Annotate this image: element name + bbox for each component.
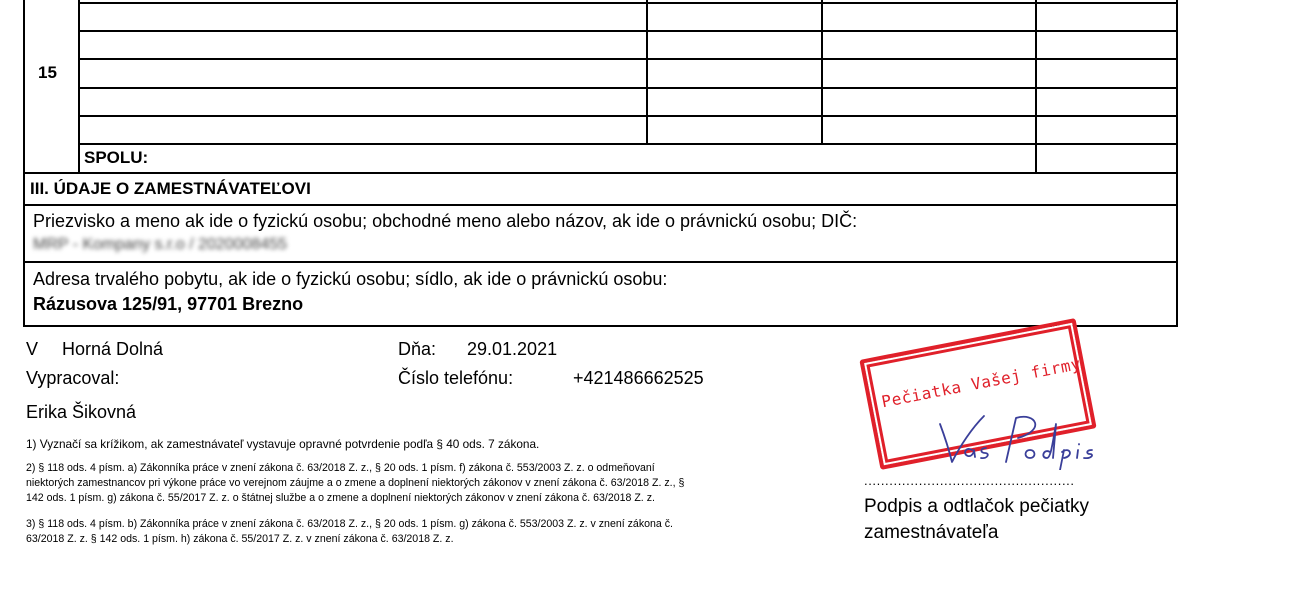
employer-address-label: Adresa trvalého pobytu, ak ide o fyzickú osobu; sídlo, ak ide o právnickú osobu: (33, 269, 668, 289)
section-divider (23, 261, 1178, 263)
place-prefix: V (26, 339, 39, 359)
employer-address-value: Rázusova 125/91, 97701 Brezno (33, 294, 304, 314)
signature-icon (926, 410, 1096, 470)
section-bottom-line (23, 325, 1178, 327)
footnote-2-line-1: 2) § 118 ods. 4 písm. a) Zákonníka práce v znení zákona č. 63/2018 Z. z., § 20 ods. 1 písm. f) zákona č. 553/2003 Z. z. o odmeňovaní (26, 462, 655, 474)
table-bottom-line (23, 172, 1178, 174)
table-row-line (78, 143, 1178, 145)
prepared-by-label: Vypracoval: (26, 368, 120, 388)
signature-dotted-line: .................................................. (864, 473, 1075, 488)
date-value: 29.01.2021 (467, 339, 558, 359)
signature-caption-line-2: zamestnávateľa (864, 522, 999, 543)
table-row-line (78, 30, 1178, 32)
footnote-3-line-2: 63/2018 Z. z. § 142 ods. 1 písm. h) zákona č. 55/2017 Z. z. v znení zákona č. 63/2018 Z. z. (26, 533, 454, 545)
footnote-2-line-2: niektorých zamestnancov pri výkone práce vo verejnom záujme a o zmene a doplnení niektorých zákonov v znení zákona č. 63/2018 Z. z., § (26, 477, 685, 489)
phone-value: +421486662525 (573, 368, 704, 388)
total-label: SPOLU: (84, 148, 149, 167)
table-row-line (78, 2, 1178, 4)
section-title-line (23, 204, 1178, 206)
preparer-name: Erika Šikovná (26, 402, 137, 422)
stamp-text: Pečiatka Vašej firmy (879, 354, 1083, 412)
table-divider (821, 0, 823, 145)
place-value: Horná Dolná (62, 339, 164, 359)
footnote-2-line-3: 142 ods. 1 písm. g) zákona č. 55/2017 Z. z. o štátnej službe a o zmene a doplnení niektorých zákonov v znení zákona č. 63/2018 Z. z. (26, 492, 655, 504)
employer-name-value: MRP - Kompany s.r.o / 2020008455 (33, 236, 288, 253)
footnote-1: 1) Vyznačí sa krížikom, ak zamestnávateľ vystavuje opravné potvrdenie podľa § 40 ods. 7 zákona. (26, 437, 540, 451)
table-row-line (78, 115, 1178, 117)
section-border-right (1176, 172, 1178, 327)
phone-label: Číslo telefónu: (398, 368, 514, 388)
table-row-line (78, 87, 1178, 89)
table-border-left (23, 0, 25, 173)
section-border-left (23, 172, 25, 327)
table-row-line (78, 58, 1178, 60)
table-divider (646, 0, 648, 145)
signature-caption-line-1: Podpis a odtlačok pečiatky (864, 496, 1089, 517)
employer-name-label: Priezvisko a meno ak ide o fyzickú osobu; obchodné meno alebo názov, ak ide o právnickú osobu; DIČ: (33, 211, 858, 231)
row-number: 15 (38, 63, 57, 82)
footnote-3-line-1: 3) § 118 ods. 4 písm. b) Zákonníka práce v znení zákona č. 63/2018 Z. z., § 20 ods. 1 písm. g) zákona č. 553/2003 Z. z. v znení zákona č. (26, 518, 673, 530)
date-label: Dňa: (398, 339, 437, 359)
section-title: III. ÚDAJE O ZAMESTNÁVATEĽOVI (30, 179, 311, 198)
